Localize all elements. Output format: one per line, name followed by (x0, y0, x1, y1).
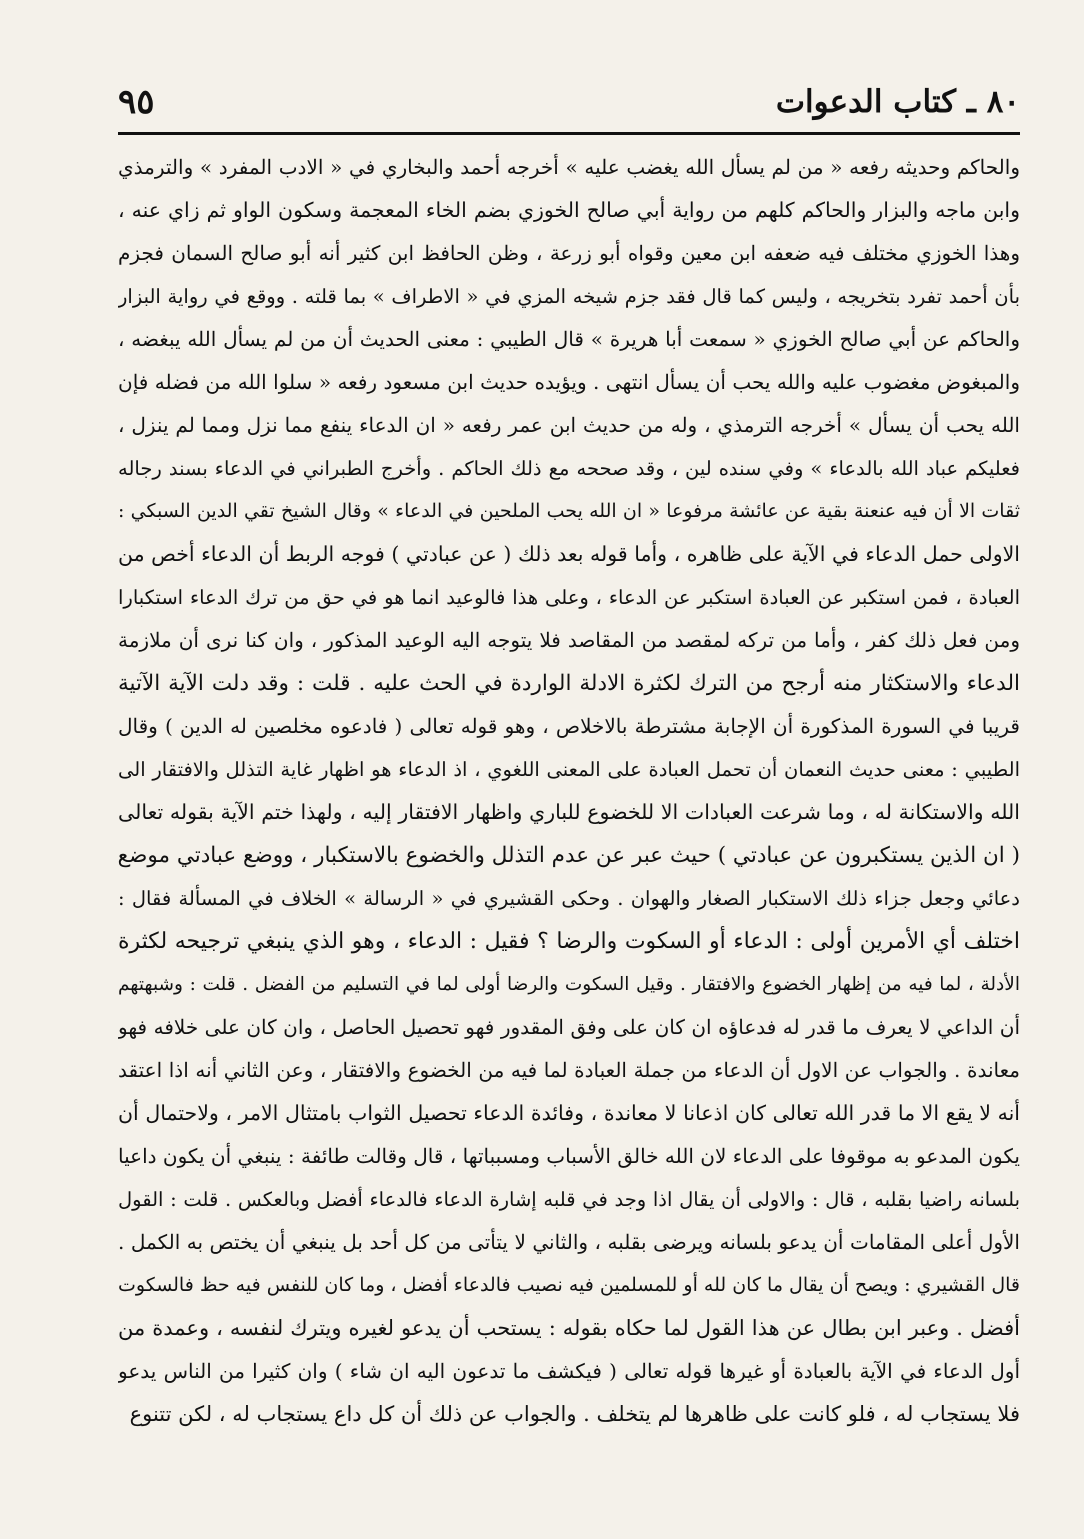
text-line: فعليكم عباد الله بالدعاء » وفي سنده لين ، وقد صححه مع ذلك الحاكم . وأخرج الطبراني في الدعاء بسند رجاله (118, 457, 1020, 480)
header-rule (118, 132, 1020, 135)
text-line: يكون المدعو به موقوفا على الدعاء لان الله خالق الأسباب ومسبباتها ، قال وقالت طائفة : ينبغي أن يكون داعيا (118, 1144, 1020, 1168)
page-header (118, 78, 1020, 130)
text-line: أول الدعاء في الآية بالعبادة أو غيرها قوله تعالى ( فيكشف ما تدعون اليه ان شاء ) وان كثيرا من الناس يدعو (118, 1359, 1020, 1383)
text-line: فلا يستجاب له ، فلو كانت على ظاهرها لم يتخلف . والجواب عن ذلك أن كل داع يستجاب له ، لكن تتنوع (129, 1402, 1020, 1426)
text-line: اختلف أي الأمرين أولى : الدعاء أو السكوت والرضا ؟ فقيل : الدعاء ، وهو الذي ينبغي ترجيحه لكثرة (118, 929, 1020, 954)
text-line: وابن ماجه والبزار والحاكم كلهم من رواية أبي صالح الخوزي بضم الخاء المعجمة وسكون الواو ثم زاي عنه ، (118, 198, 1020, 222)
text-line: العبادة ، فمن استكبر عن العبادة استكبر عن الدعاء ، وعلى هذا فالوعيد انما هو في حق من ترك الدعاء استكبارا (118, 586, 1020, 609)
text-line: ( ان الذين يستكبرون عن عبادتي ) حيث عبر عن عدم التذلل والخضوع بالاستكبار ، ووضع عبادتي موضع (118, 843, 1020, 868)
text-line: بلسانه راضيا بقلبه ، قال : والاولى أن يقال اذا وجد في قلبه إشارة الدعاء فالدعاء أفضل وبالعكس . قلت : القول (118, 1188, 1020, 1211)
text-line: والحاكم وحديثه رفعه « من لم يسأل الله يغضب عليه » أخرجه أحمد والبخاري في « الادب المفرد » والترمذي (118, 155, 1020, 179)
text-line: ثقات الا أن فيه عنعنة بقية عن عائشة مرفوعا « ان الله يحب الملحين في الدعاء » وقال الشيخ تقي الدين السبكي : (118, 500, 1020, 522)
chapter-title: ٨٠ ـ كتاب الدعوات (775, 84, 1020, 120)
text-line: وهذا الخوزي مختلف فيه ضعفه ابن معين وقواه أبو زرعة ، وظن الحافظ ابن كثير أنه أبو صالح السمان فجزم (118, 241, 1020, 265)
text-line: الله يحب أن يسأل » أخرجه الترمذي ، وله من حديث ابن عمر رفعه « ان الدعاء ينفع مما نزل ومما لم ينزل ، (118, 413, 1020, 437)
text-line: قريبا في السورة المذكورة أن الإجابة مشترطة بالاخلاص ، وهو قوله تعالى ( فادعوه مخلصين له الدين ) وقال (118, 714, 1020, 738)
text-line: معاندة . والجواب عن الاول أن الدعاء من جملة العبادة لما فيه من الخضوع والافتقار ، وعن الثاني أنه اذا اعتقد (118, 1058, 1020, 1082)
body-text (118, 146, 1020, 1436)
text-line: والحاكم عن أبي صالح الخوزي « سمعت أبا هريرة » قال الطيبي : معنى الحديث أن من لم يسأل الله يبغضه ، (118, 327, 1020, 351)
text-line: دعائي وجعل جزاء ذلك الاستكبار الصغار والهوان . وحكى القشيري في « الرسالة » الخلاف في المسألة فقال : (118, 887, 1020, 910)
text-line: الله والاستكانة له ، وما شرعت العبادات الا للخضوع للباري واظهار الافتقار إليه ، ولهذا ختم الآية بقوله تعالى (118, 800, 1020, 824)
text-line: أنه لا يقع الا ما قدر الله تعالى كان اذعانا لا معاندة ، وفائدة الدعاء تحصيل الثواب بامتثال الامر ، ولاحتمال أن (118, 1101, 1020, 1125)
text-line: الطيبي : معنى حديث النعمان أن تحمل العبادة على المعنى اللغوي ، اذ الدعاء هو اظهار غاية التذلل والافتقار الى (118, 758, 1020, 781)
text-line: الأدلة ، لما فيه من إظهار الخضوع والافتقار . وقيل السكوت والرضا أولى لما في التسليم من الفضل . قلت : وشبهتهم (118, 974, 1020, 995)
page-number: ٩٥ (118, 82, 155, 122)
text-line: الدعاء والاستكثار منه أرجح من الترك لكثرة الادلة الواردة في الحث عليه . قلت : وقد دلت الآية الآتية (118, 671, 1020, 696)
text-line: أن الداعي لا يعرف ما قدر له فدعاؤه ان كان على وفق المقدور فهو تحصيل الحاصل ، وان كان على خلافه فهو (118, 1015, 1020, 1039)
text-line: أفضل . وعبر ابن بطال عن هذا القول لما حكاه بقوله : يستحب أن يدعو لغيره ويترك لنفسه ، وعمدة من (118, 1316, 1020, 1340)
text-line: بأن أحمد تفرد بتخريجه ، وليس كما قال فقد جزم شيخه المزي في « الاطراف » بما قلته . ووقع في رواية البزار (118, 285, 1020, 308)
text-line: قال القشيري : ويصح أن يقال ما كان لله أو للمسلمين فيه نصيب فالدعاء أفضل ، وما كان للنفس فيه حظ فالسكوت (118, 1274, 1020, 1296)
text-line: والمبغوض مغضوب عليه والله يحب أن يسأل انتهى . ويؤيده حديث ابن مسعود رفعه « سلوا الله من فضله فإن (118, 370, 1020, 394)
text-line: ومن فعل ذلك كفر ، وأما من تركه لمقصد من المقاصد فلا يتوجه اليه الوعيد المذكور ، وان كنا نرى أن ملازمة (118, 628, 1020, 652)
text-line: الأول أعلى المقامات أن يدعو بلسانه ويرضى بقلبه ، والثاني لا يتأتى من كل أحد بل ينبغي أن يختص به الكمل . (118, 1230, 1020, 1254)
text-line: الاولى حمل الدعاء في الآية على ظاهره ، وأما قوله بعد ذلك ( عن عبادتي ) فوجه الربط أن الدعاء أخص من (118, 542, 1020, 566)
